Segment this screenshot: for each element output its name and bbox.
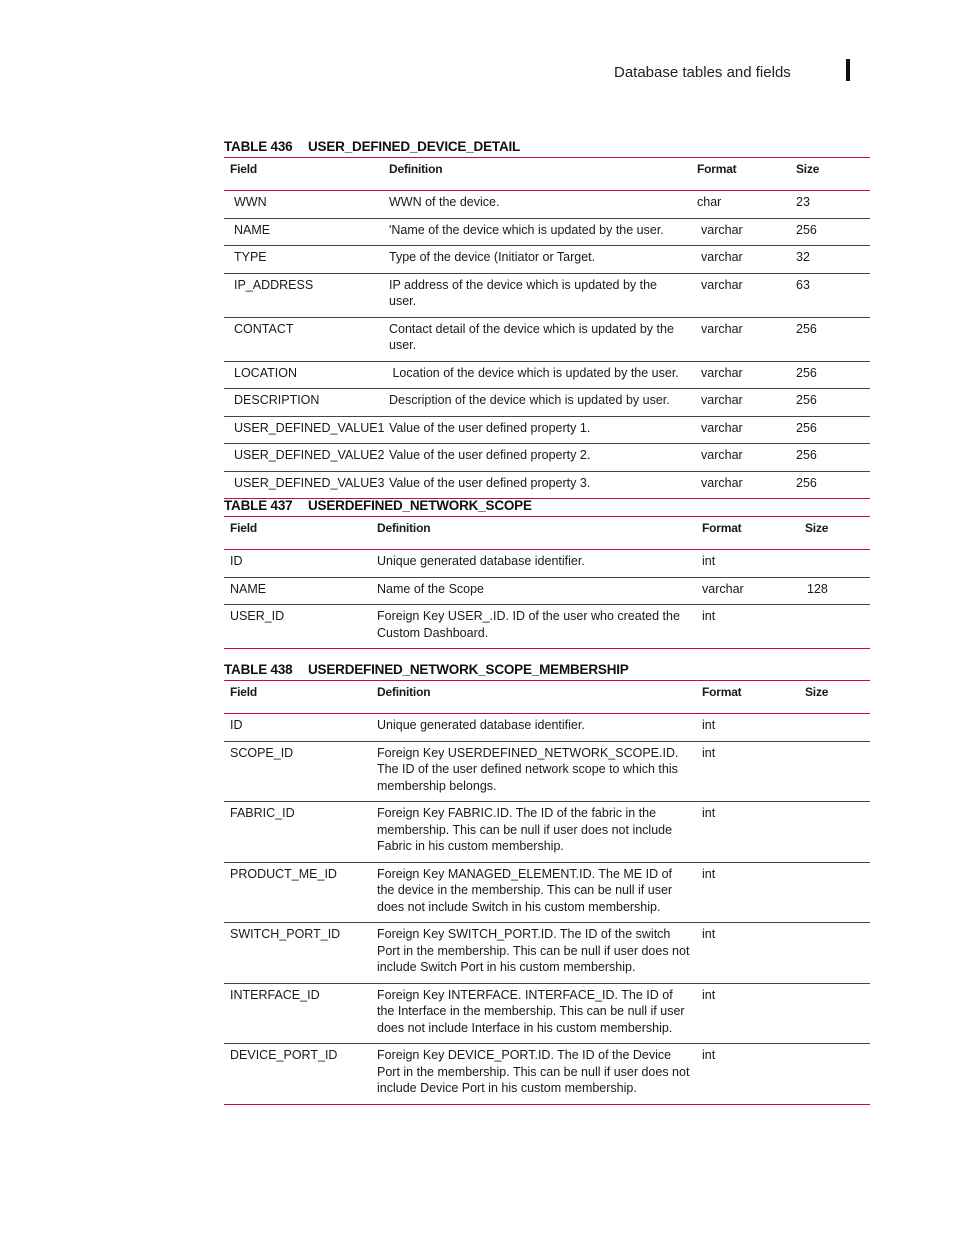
table-row: ID Unique generated database identifier. int: [224, 714, 870, 742]
table-row: ID Unique generated database identifier. int: [224, 550, 870, 578]
table-438-block: [224, 660, 870, 1105]
table-row: IP_ADDRESS IP address of the device which is updated by the user. varchar 63: [224, 273, 870, 317]
table-438: [224, 680, 870, 1105]
col-header-format: Format: [697, 158, 796, 191]
table-caption: TABLE 436 USER_DEFINED_DEVICE_DETAIL: [224, 139, 521, 154]
table-row: USER_DEFINED_VALUE2 Value of the user defined property 2. varchar 256: [224, 444, 870, 472]
table-row: NAME Name of the Scope varchar 128: [224, 577, 870, 605]
col-header-field: Field: [224, 681, 377, 714]
col-header-definition: Definition: [377, 681, 702, 714]
col-header-size: Size: [805, 681, 870, 714]
table-row: USER_DEFINED_VALUE3 Value of the user defined property 3. varchar 256: [224, 471, 870, 499]
table-header-row: [224, 517, 870, 550]
col-header-format: Format: [702, 517, 805, 550]
col-header-field: Field: [224, 517, 377, 550]
table-row: USER_ID Foreign Key USER_.ID. ID of the user who created the Custom Dashboard. int: [224, 605, 870, 649]
table-row: FABRIC_ID Foreign Key FABRIC.ID. The ID of the fabric in the membership. This can be null if user does not include Fabric in his custom membership. int: [224, 802, 870, 863]
table-row: CONTACT Contact detail of the device which is updated by the user. varchar 256: [224, 317, 870, 361]
table-row: TYPE Type of the device (Initiator or Target. varchar 32: [224, 246, 870, 274]
col-header-definition: Definition: [389, 158, 697, 191]
col-header-size: Size: [805, 517, 870, 550]
table-row: INTERFACE_ID Foreign Key INTERFACE. INTERFACE_ID. The ID of the Interface in the membership. This can be null if user does not include Interface in his custom membership. int: [224, 983, 870, 1044]
table-row: WWN WWN of the device. char 23: [224, 191, 870, 219]
col-header-definition: Definition: [377, 517, 702, 550]
table-header-row: [224, 681, 870, 714]
table-436: [224, 157, 870, 499]
col-header-format: Format: [702, 681, 805, 714]
table-436-block: [224, 137, 870, 499]
table-caption: TABLE 438 USERDEFINED_NETWORK_SCOPE_MEMBERSHIP: [224, 662, 629, 677]
table-437-block: [224, 496, 870, 649]
table-437: [224, 516, 870, 649]
table-row: NAME 'Name of the device which is updated by the user. varchar 256: [224, 218, 870, 246]
col-header-size: Size: [796, 158, 870, 191]
table-header-row: [224, 158, 870, 191]
table-row: PRODUCT_ME_ID Foreign Key MANAGED_ELEMENT.ID. The ME ID of the device in the membership. This can be null if user does not include Switch in his custom membership. int: [224, 862, 870, 923]
table-row: DEVICE_PORT_ID Foreign Key DEVICE_PORT.ID. The ID of the Device Port in the membership. This can be null if user does not include Device Port in his custom membership. int: [224, 1044, 870, 1105]
header-bar: [846, 59, 850, 81]
table-row: SCOPE_ID Foreign Key USERDEFINED_NETWORK_SCOPE.ID. The ID of the user defined network scope to which this membership belongs. int: [224, 741, 870, 802]
table-row: LOCATION Location of the device which is updated by the user. varchar 256: [224, 361, 870, 389]
table-row: USER_DEFINED_VALUE1 Value of the user defined property 1. varchar 256: [224, 416, 870, 444]
running-header: Database tables and fields: [614, 64, 791, 81]
table-row: DESCRIPTION Description of the device which is updated by user. varchar 256: [224, 389, 870, 417]
col-header-field: Field: [224, 158, 389, 191]
table-row: SWITCH_PORT_ID Foreign Key SWITCH_PORT.ID. The ID of the switch Port in the membership. This can be null if user does not include Switch Port in his custom membership. int: [224, 923, 870, 984]
table-caption: TABLE 437 USERDEFINED_NETWORK_SCOPE: [224, 498, 532, 513]
